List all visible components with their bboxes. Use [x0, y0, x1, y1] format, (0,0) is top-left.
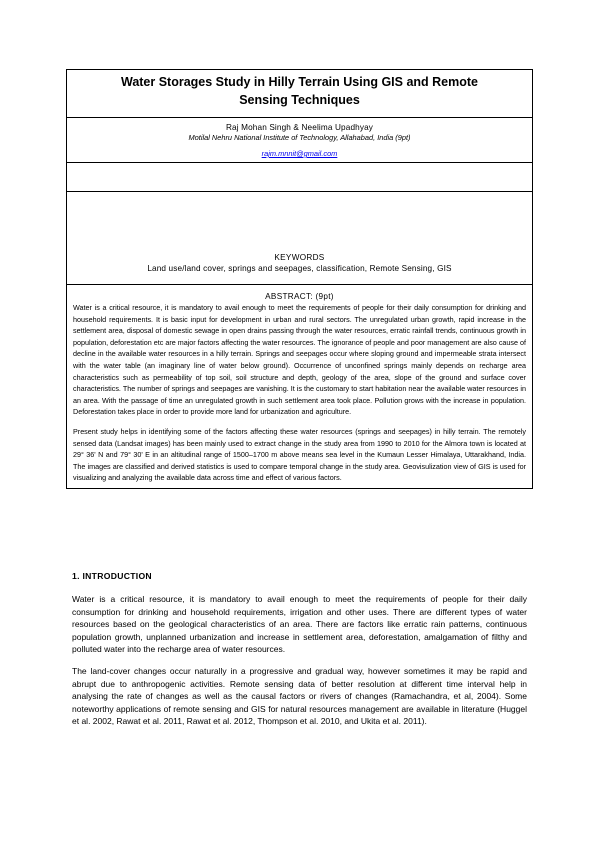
intro-paragraph-2: The land-cover changes occur naturally in a progressive and gradual way, however sometimes it may be rapid and abrupt due to anthropogenic activities. Remote sensing data of better resolution at different time interval help in analysing the rate of changes as well as the causal factors or rivers of changes (Ramachandra, et al, 2004). Some noteworthy applications of remote sensing and GIS for natural resources management are available in literature (Huggel et al. 2002, Rawat et al. 2011, Rawat et al. 2012, Thompson et al. 2010, and Ukita et al. 2011). — [72, 665, 527, 727]
paper-title: Water Storages Study in Hilly Terrain Using GIS and Remote Sensing Techniques — [120, 75, 478, 107]
affiliation: Motilal Nehru National Institute of Technology, Allahabad, India (9pt) — [188, 133, 411, 142]
abstract-paragraph-1: Water is a critical resource, it is mandatory to avail enough to meet the requirements of people for their daily consumption for drinking and household requirements. It is basic input for development in urban and rural sectors. The unregulated urban growth, rapid increase in the settlement area, disposal of domestic sewage in open drains passing through the water resources, erratic rainfall trends, continuous growth in population, deforestation etc are major factors affecting the water resources. The ignorance of people and poor management are also cause of decline in the available water resources in a hilly terrain. Springs and seepages occur where sloping ground and impermeable strata intersect with the water table (an imaginary line of water below ground). Occurrence of unconfined springs mainly depends on recharge area characteristics such as permeability of top soil, soil structure and depth, geology of the area, slope of the ground and surface cover characteristics. The number of springs and seepages are vanishing. It is the customary to start habitation near the available water resources in an area. With the passage of time an unregulated growth in such settlement area took place. Pollution grows with the increase in population. Deforestation takes place in order to provide more land for urbanization and agriculture. — [73, 303, 526, 417]
introduction-section — [72, 570, 527, 737]
section-heading: 1. INTRODUCTION — [72, 571, 152, 581]
title-cell — [67, 70, 532, 118]
abstract-paragraph-2: Present study helps in identifying some of the factors affecting these water resources (springs and seepages) in hilly terrain. The remotely sensed data (Landsat images) has been mainly used to extract change in the study area from 1990 to 2010 for the Almora town is located at 29° 36' N and 79° 30' E in an altitudinal range of 1500–1700 m above means sea level in the Kumaun Lesser Himalaya, Uttarakhand, India. The images are classified and derived statistics is used to compare temporal change in the study area. Geovisulization view of GIS is used for visualizing and analyzing the available data across time and effect of various factors. — [73, 426, 526, 483]
keywords-heading: KEYWORDS — [274, 253, 325, 262]
abstract-heading: ABSTRACT: (9pt) — [265, 292, 334, 301]
authors: Raj Mohan Singh & Neelima Upadhyay — [225, 123, 374, 132]
authors-cell — [67, 118, 532, 163]
empty-cell — [67, 163, 532, 192]
keywords-text: Land use/land cover, springs and seepages, classification, Remote Sensing, GIS — [147, 264, 452, 273]
intro-paragraph-1: Water is a critical resource, it is mandatory to avail enough to meet the requirements of people for their daily consumption for drinking and household requirements, irrigation and other uses. There are different types of water resources based on the geological characteristics of an area. There are factors like erratic rain patterns, continuous population growth, unplanned urbanization and increase in settlement area, deforestation, amalgamation of filthy and polluted water into the recharge area of water resources. — [72, 594, 527, 655]
abstract-cell — [67, 285, 532, 488]
email-link[interactable]: rajm.mnnit@gmail.com — [261, 149, 338, 158]
keywords-cell — [67, 192, 532, 285]
front-matter-table — [66, 69, 533, 489]
